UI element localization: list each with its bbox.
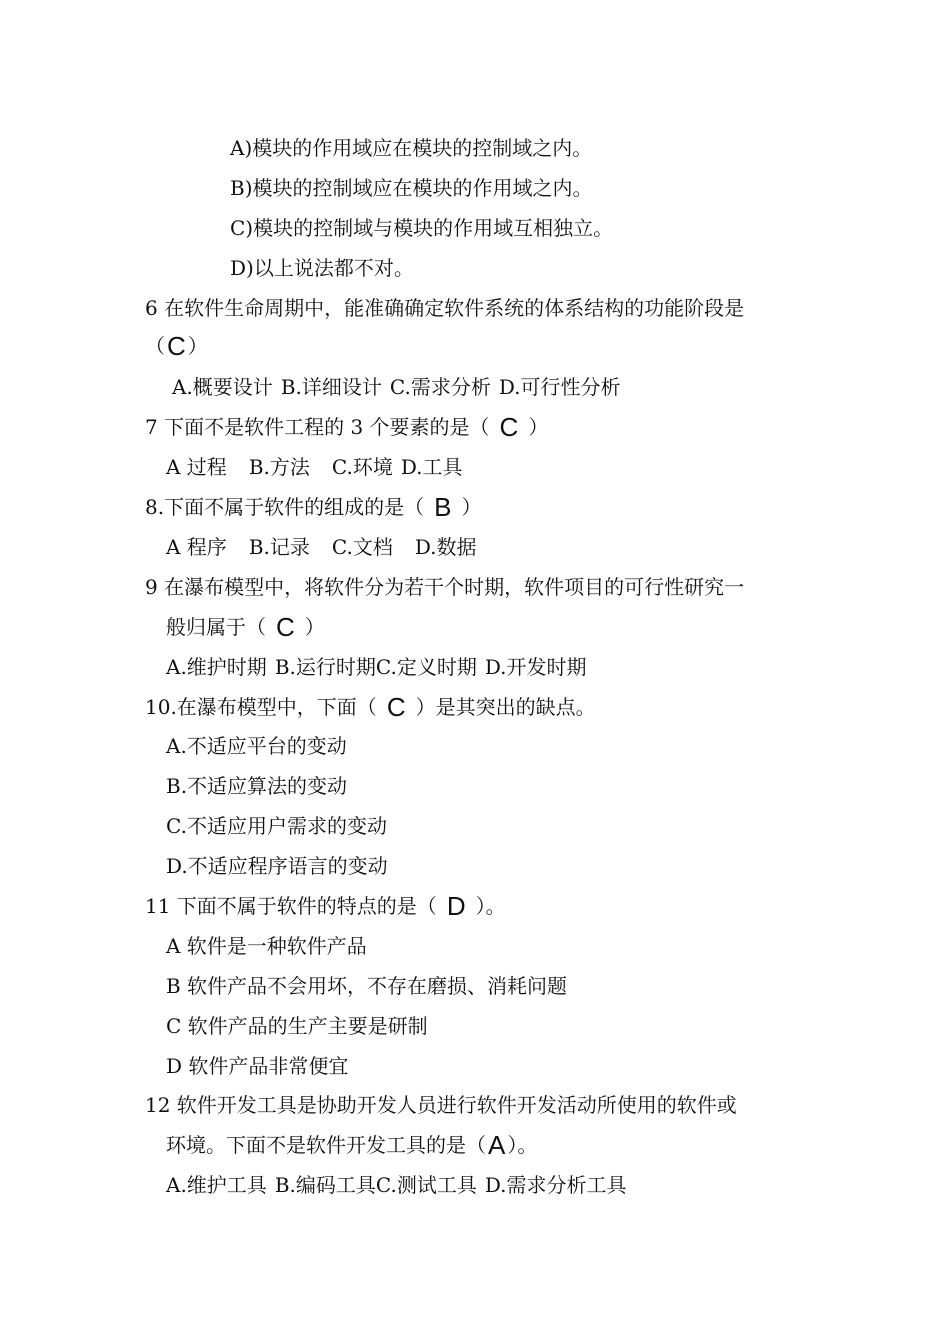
q8-stem-before: 8.下面不属于软件的组成的是（ bbox=[145, 495, 425, 519]
q9-option-b: B.运行时期 bbox=[274, 655, 376, 679]
q10-answer: C bbox=[386, 692, 406, 722]
q11-option-a: A 软件是一种软件产品 bbox=[166, 934, 367, 958]
q6-answer: C bbox=[167, 331, 186, 361]
q11-stem bbox=[145, 892, 506, 920]
q8-option-d: D.数据 bbox=[414, 535, 477, 559]
q9-stem-line2 bbox=[166, 613, 325, 641]
q6-option-d: D.可行性分析 bbox=[498, 375, 621, 399]
q7-stem-before: 7 下面不是软件工程的 3 个要素的是（ bbox=[145, 415, 490, 439]
q8-option-b: B.记录 bbox=[248, 535, 310, 559]
q12-option-a: A.维护工具 bbox=[166, 1173, 267, 1197]
q7-stem bbox=[145, 413, 548, 441]
q6-option-b: B.详细设计 bbox=[280, 375, 382, 399]
q10-option-d: D.不适应程序语言的变动 bbox=[166, 854, 388, 878]
q5-option-c: C)模块的控制域与模块的作用域互相独立。 bbox=[230, 216, 614, 240]
q5-option-b: B)模块的控制域应在模块的作用域之内。 bbox=[230, 176, 593, 200]
q9-options bbox=[166, 653, 587, 681]
q10-stem bbox=[145, 693, 596, 721]
q10-stem-after: ）是其突出的缺点。 bbox=[415, 695, 596, 719]
q6-options bbox=[172, 373, 621, 401]
q11-answer: D bbox=[446, 891, 466, 921]
q5-option-d: D)以上说法都不对。 bbox=[230, 256, 414, 280]
q7-stem-after: ） bbox=[528, 415, 549, 439]
q12-answer: A bbox=[488, 1130, 506, 1160]
q12-stem-before: 环境。下面不是软件开发工具的是（ bbox=[166, 1133, 486, 1157]
q8-options bbox=[166, 533, 477, 561]
q12-stem-line1: 12 软件开发工具是协助开发人员进行软件开发活动所使用的软件或 bbox=[145, 1093, 737, 1117]
q8-option-c: C.文档 bbox=[331, 535, 393, 559]
q10-option-c: C.不适应用户需求的变动 bbox=[166, 814, 387, 838]
q6-option-a: A.概要设计 bbox=[172, 375, 273, 399]
q8-answer: B bbox=[434, 492, 452, 522]
q6-stem-line1: 6 在软件生命周期中，能准确确定软件系统的体系结构的功能阶段是 bbox=[145, 296, 745, 320]
q6-stem-line2 bbox=[145, 332, 208, 360]
q9-option-c: C.定义时期 bbox=[375, 655, 477, 679]
q6-open-paren: （ bbox=[145, 334, 165, 358]
q9-option-a: A.维护时期 bbox=[166, 655, 267, 679]
q9-answer: C bbox=[276, 612, 295, 642]
q7-option-c: C.环境 bbox=[331, 455, 393, 479]
q7-answer: C bbox=[499, 412, 519, 442]
q9-option-d: D.开发时期 bbox=[484, 655, 587, 679]
q10-option-b: B.不适应算法的变动 bbox=[166, 774, 348, 798]
q8-option-a: A 程序 bbox=[166, 535, 227, 559]
q8-stem bbox=[145, 493, 481, 521]
q8-stem-after: ） bbox=[461, 495, 482, 519]
q11-stem-after: ）。 bbox=[475, 894, 506, 918]
q6-close-paren: ） bbox=[187, 334, 208, 358]
q12-option-d: D.需求分析工具 bbox=[484, 1173, 627, 1197]
q7-option-a: A 过程 bbox=[166, 455, 227, 479]
q11-option-c: C 软件产品的生产主要是研制 bbox=[166, 1014, 428, 1038]
q11-option-b: B 软件产品不会用坏，不存在磨损、消耗问题 bbox=[166, 974, 568, 998]
q12-stem-after: ）。 bbox=[507, 1133, 538, 1157]
q7-options bbox=[166, 453, 463, 481]
q12-stem-line2 bbox=[166, 1131, 537, 1159]
q9-stem-before: 般归属于（ bbox=[166, 615, 266, 639]
q7-option-b: B.方法 bbox=[248, 455, 310, 479]
q12-option-b: B.编码工具 bbox=[274, 1173, 376, 1197]
q12-options bbox=[166, 1171, 627, 1199]
q10-option-a: A.不适应平台的变动 bbox=[166, 734, 347, 758]
q9-stem-after: ） bbox=[304, 615, 325, 639]
q7-option-d: D.工具 bbox=[400, 455, 463, 479]
q12-option-c: C.测试工具 bbox=[375, 1173, 477, 1197]
q9-stem-line1: 9 在瀑布模型中，将软件分为若干个时期，软件项目的可行性研究一 bbox=[145, 575, 745, 599]
q6-option-c: C.需求分析 bbox=[389, 375, 491, 399]
q5-option-a: A)模块的作用域应在模块的控制域之内。 bbox=[230, 136, 593, 160]
q11-stem-before: 11 下面不属于软件的特点的是（ bbox=[145, 894, 437, 918]
q10-stem-before: 10.在瀑布模型中，下面（ bbox=[145, 695, 377, 719]
q11-option-d: D 软件产品非常便宜 bbox=[166, 1054, 349, 1078]
